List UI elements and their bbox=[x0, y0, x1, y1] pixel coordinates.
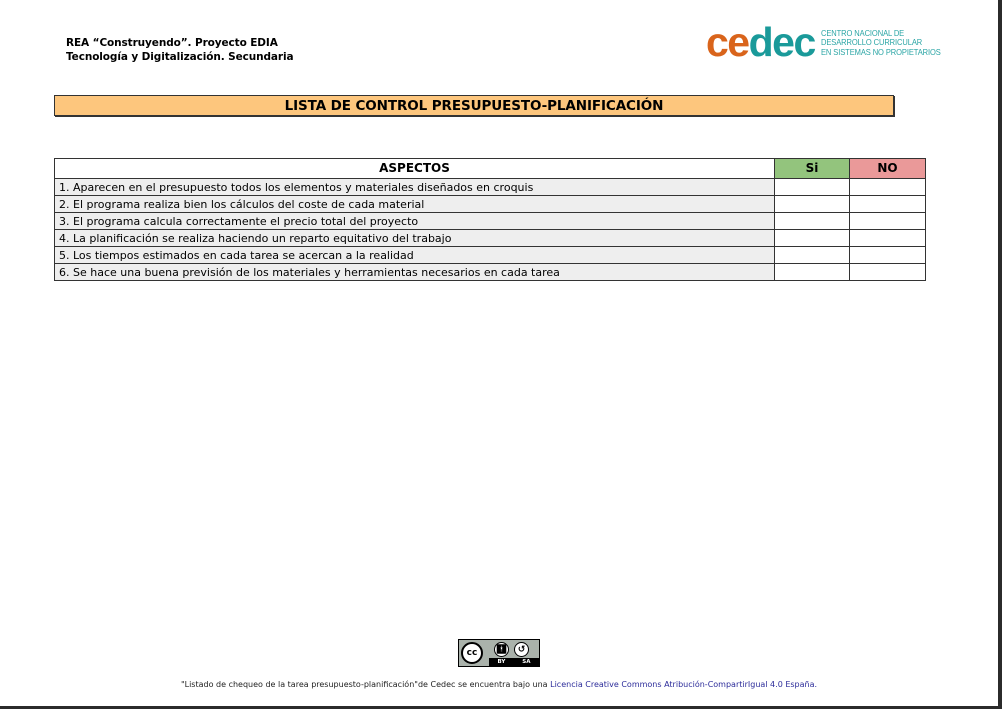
table-header-row bbox=[55, 159, 926, 179]
page-edge bbox=[998, 0, 1002, 709]
checklist-table bbox=[54, 158, 926, 281]
aspect-cell: 1. Aparecen en el presupuesto todos los elementos y materiales diseñados en croquis bbox=[55, 179, 775, 196]
document-header bbox=[66, 36, 293, 64]
table-row bbox=[55, 264, 926, 281]
header-line-1: REA “Construyendo”. Proyecto EDIA bbox=[66, 37, 278, 49]
cedec-logo bbox=[706, 19, 954, 65]
table-row bbox=[55, 179, 926, 196]
table-row bbox=[55, 196, 926, 213]
no-cell[interactable] bbox=[850, 230, 926, 247]
license-footer bbox=[0, 680, 998, 689]
aspect-cell: 3. El programa calcula correctamente el precio total del proyecto bbox=[55, 213, 775, 230]
cc-license-badge[interactable] bbox=[458, 639, 540, 667]
table-row bbox=[55, 247, 926, 264]
aspect-cell: 2. El programa realiza bien los cálculos del coste de cada material bbox=[55, 196, 775, 213]
no-cell[interactable] bbox=[850, 179, 926, 196]
yes-cell[interactable] bbox=[775, 247, 850, 264]
yes-cell[interactable] bbox=[775, 264, 850, 281]
table-row bbox=[55, 213, 926, 230]
logo-subtitle: CENTRO NACIONAL DE DESARROLLO CURRICULAR EN SISTEMAS NO PROPIETARIOS bbox=[820, 27, 941, 57]
attribution-icon: 🚹︎ bbox=[494, 642, 509, 657]
yes-cell[interactable] bbox=[775, 179, 850, 196]
no-cell[interactable] bbox=[850, 264, 926, 281]
logo-wordmark: cedec bbox=[706, 19, 815, 65]
yes-cell[interactable] bbox=[775, 213, 850, 230]
header-line-2: Tecnología y Digitalización. Secundaria bbox=[66, 51, 294, 63]
table-row bbox=[55, 230, 926, 247]
license-link[interactable]: Licencia Creative Commons Atribución-CompartirIgual 4.0 España. bbox=[550, 680, 818, 689]
share-alike-icon: ↺ bbox=[514, 642, 529, 657]
badge-strip: BY SA bbox=[489, 658, 539, 666]
aspect-cell: 6. Se hace una buena previsión de los materiales y herramientas necesarios en cada tarea bbox=[55, 264, 775, 281]
aspect-cell: 4. La planificación se realiza haciendo un reparto equitativo del trabajo bbox=[55, 230, 775, 247]
header-yes: Si bbox=[775, 159, 850, 179]
header-no: NO bbox=[850, 159, 926, 179]
cc-icon: cc bbox=[461, 642, 483, 664]
footer-text: "Listado de chequeo de la tarea presupuesto-planificación"de Cedec se encuentra bajo una bbox=[180, 680, 551, 689]
page-title: LISTA DE CONTROL PRESUPUESTO-PLANIFICACIÓN bbox=[54, 95, 894, 116]
yes-cell[interactable] bbox=[775, 196, 850, 213]
aspect-cell: 5. Los tiempos estimados en cada tarea se acercan a la realidad bbox=[55, 247, 775, 264]
yes-cell[interactable] bbox=[775, 230, 850, 247]
no-cell[interactable] bbox=[850, 196, 926, 213]
no-cell[interactable] bbox=[850, 247, 926, 264]
header-aspects: ASPECTOS bbox=[55, 159, 775, 179]
no-cell[interactable] bbox=[850, 213, 926, 230]
